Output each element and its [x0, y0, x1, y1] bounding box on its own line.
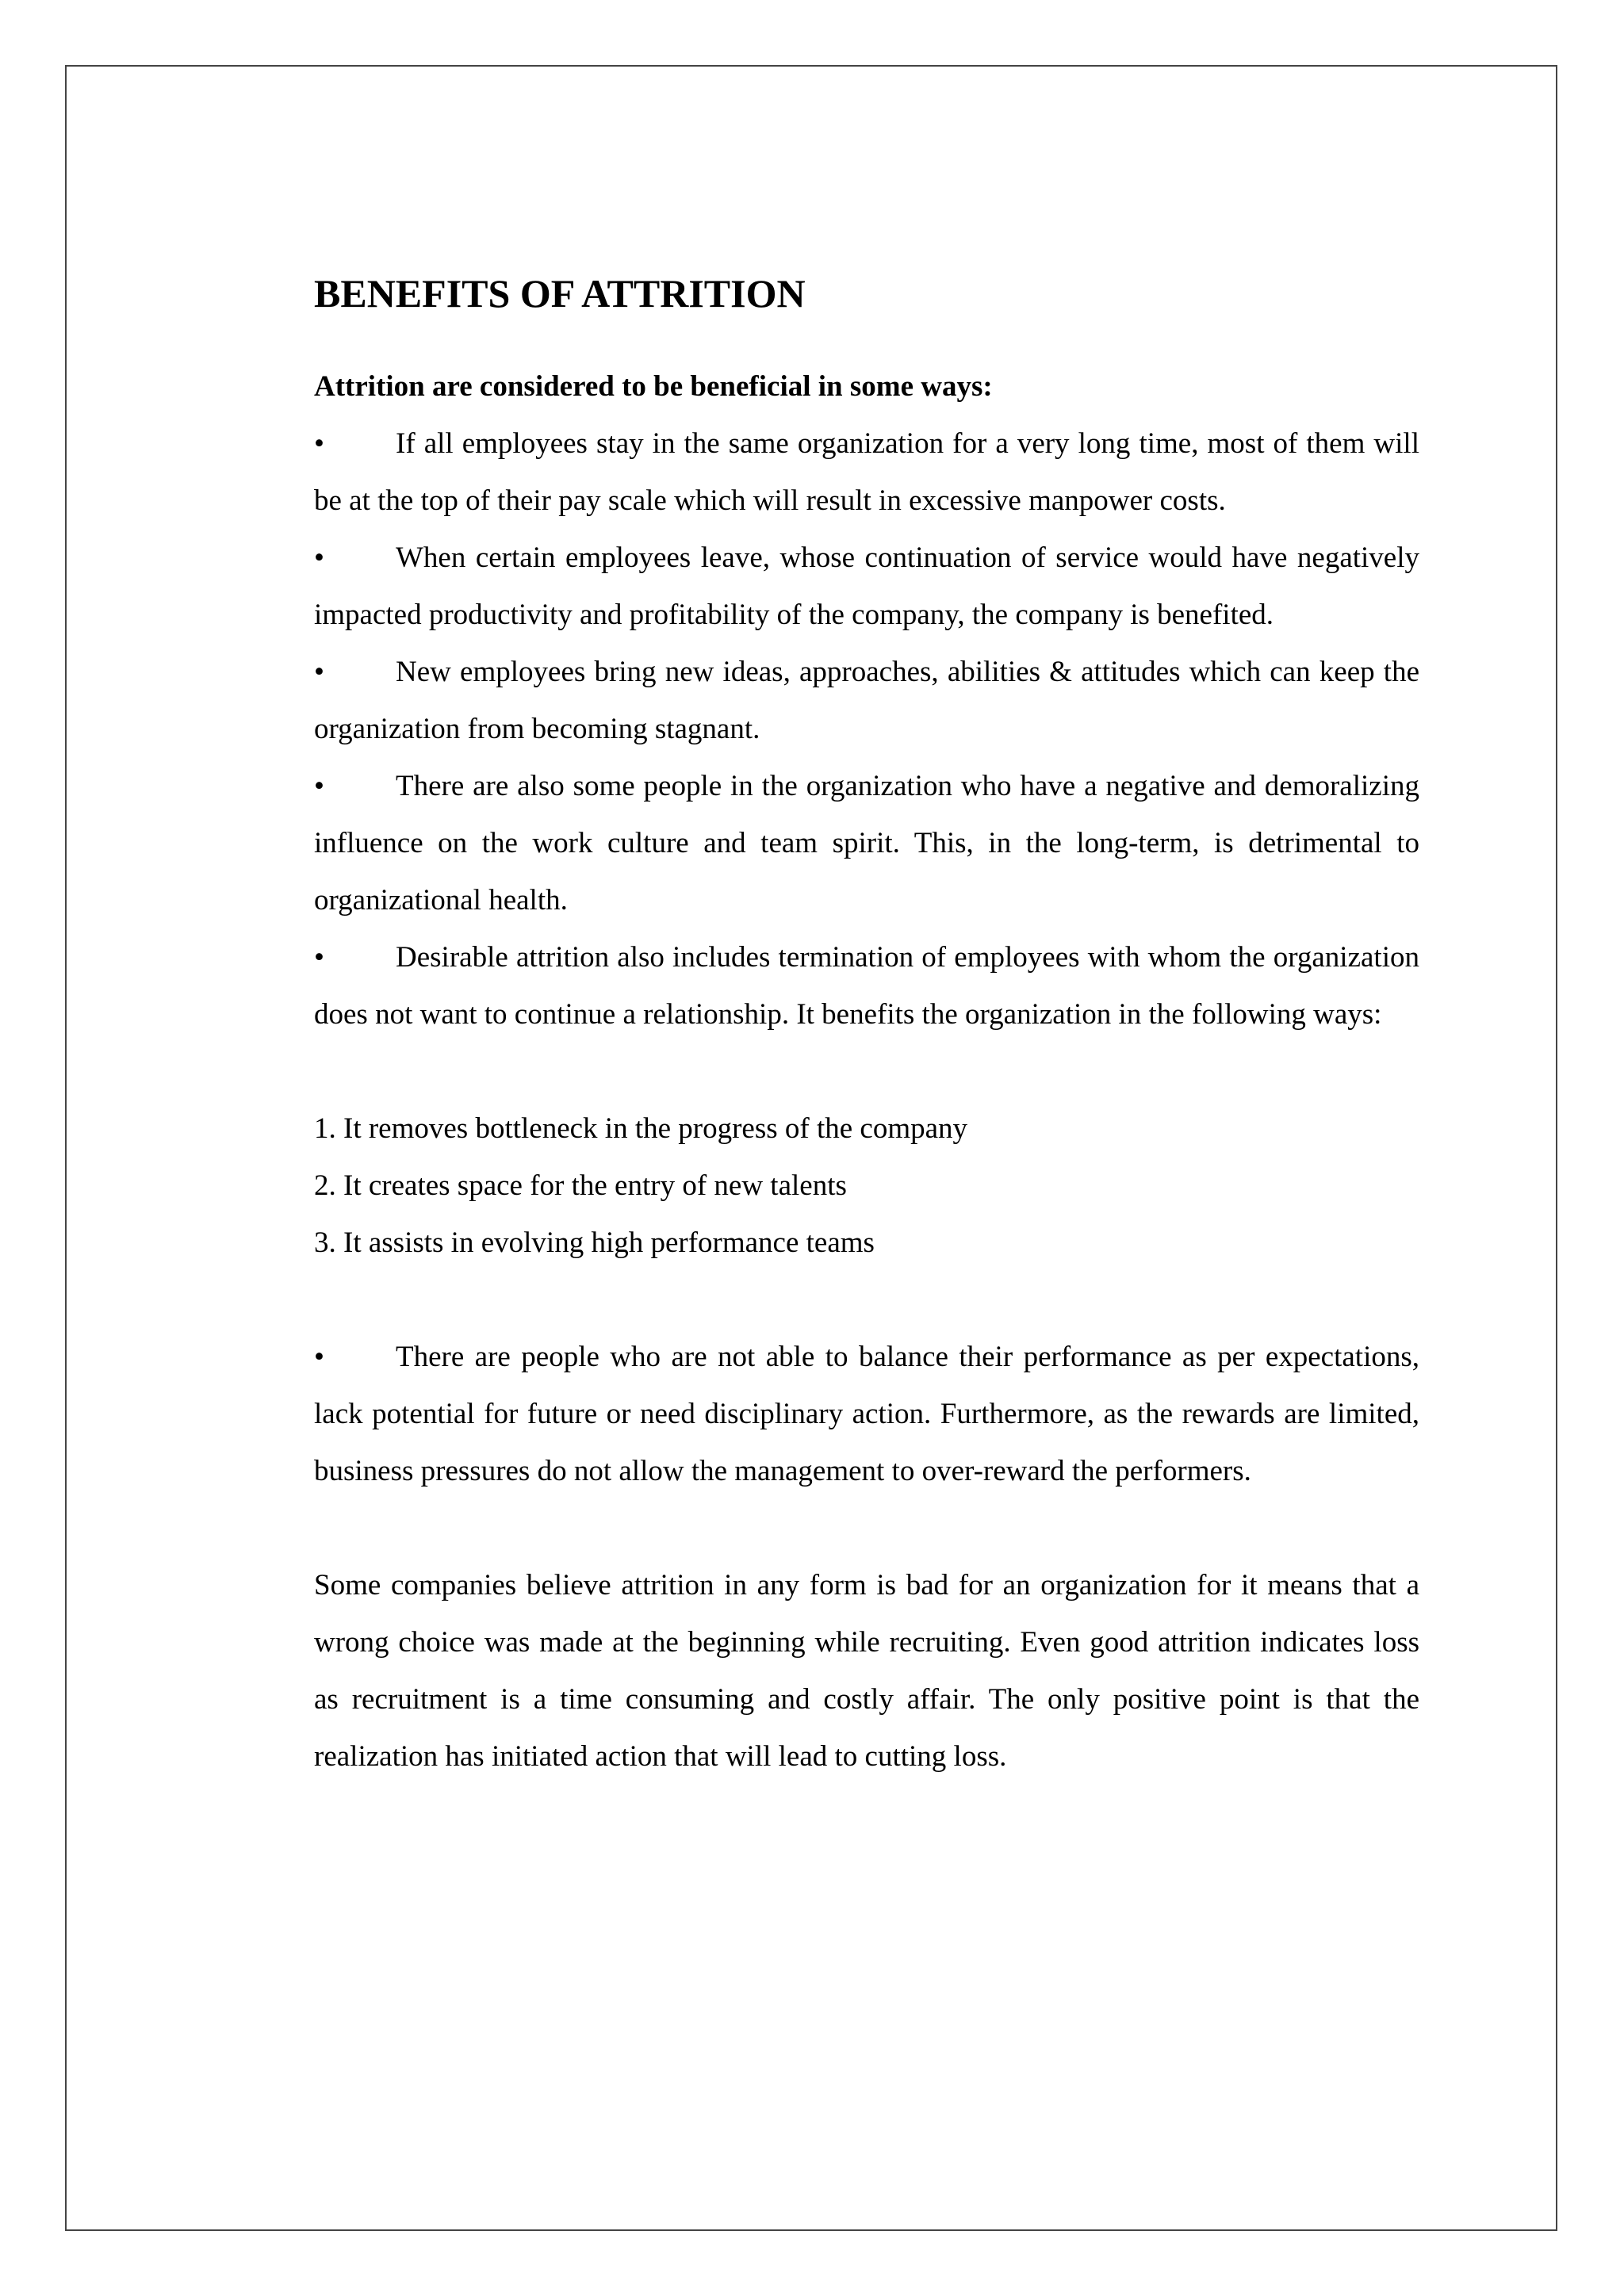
bullet-item	[314, 929, 1419, 1043]
bullet-icon: •	[314, 656, 324, 688]
bullet-text: If all employees stay in the same organization for a very long time, most of them will be at the top of their pay scale which will result in excessive manpower costs.	[314, 427, 1419, 517]
closing-paragraph: Some companies believe attrition in any form is bad for an organization for it means that a wrong choice was made at the beginning while recruiting. Even good attrition indicates loss as recruitment is a time consuming and costly affair. The only positive point is that the realization has initiated action that will lead to cutting loss.	[314, 1569, 1419, 1773]
bullet-text: When certain employees leave, whose continuation of service would have negatively impacted productivity and profitability of the company, the company is benefited.	[314, 541, 1419, 631]
bullet-icon: •	[314, 770, 324, 802]
bullet-icon: •	[314, 427, 324, 460]
bullet-item	[314, 644, 1419, 758]
spacer	[314, 1272, 1419, 1329]
numbered-item: 3. It assists in evolving high performance teams	[314, 1226, 875, 1259]
bullet-item	[314, 1329, 1419, 1500]
page-title: BENEFITS OF ATTRITION	[314, 271, 806, 316]
bullet-icon: •	[314, 541, 324, 574]
document-body	[314, 270, 1419, 1815]
numbered-list	[314, 1100, 1419, 1272]
bullet-icon: •	[314, 1341, 324, 1373]
bullet-item	[314, 530, 1419, 644]
bullet-item	[314, 415, 1419, 530]
bullet-text: There are also some people in the organization who have a negative and demoralizing influence on the work culture and team spirit. This, in the long-term, is detrimental to organizational health.	[314, 770, 1419, 916]
bullet-icon: •	[314, 941, 324, 974]
bullet-text: There are people who are not able to balance their performance as per expectations, lack potential for future or need disciplinary action. Furthermore, as the rewards are limited, business pressures do not allow the management to over-reward the performers.	[314, 1341, 1419, 1487]
intro-line: Attrition are considered to be beneficial in some ways:	[314, 370, 993, 403]
bullet-item	[314, 758, 1419, 929]
bullet-text: Desirable attrition also includes termination of employees with whom the organization does not want to continue a relationship. It benefits the organization in the following ways:	[314, 941, 1419, 1031]
numbered-item: 1. It removes bottleneck in the progress of the company	[314, 1112, 968, 1145]
numbered-item: 2. It creates space for the entry of new talents	[314, 1169, 847, 1202]
bullet-text: New employees bring new ideas, approaches, abilities & attitudes which can keep the organization from becoming stagnant.	[314, 656, 1419, 745]
